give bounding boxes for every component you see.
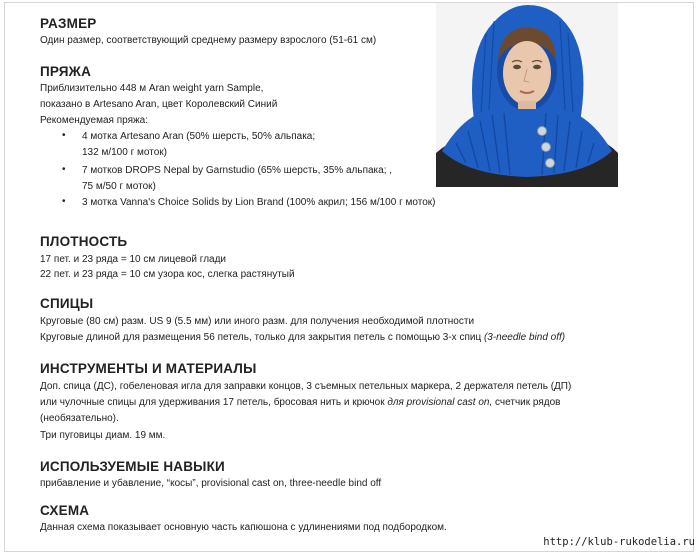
tools-line-2-end: счетчик рядов [495,397,561,408]
bullet-icon: • [62,196,66,207]
bullet-icon: • [62,164,66,175]
needles-line-2-italic: (3-needle bind off) [483,332,566,343]
yarn-heading: ПРЯЖА [40,64,92,79]
face-shape [503,41,551,105]
tools-line-2 [40,396,560,409]
button-icon [546,159,555,168]
tools-line-3: (необязательно). [40,413,119,424]
yarn-item-1-line-2: 132 м/100 г моток) [82,147,167,158]
yarn-line-3: Рекомендуемая пряжа: [40,115,149,126]
gauge-heading: ПЛОТНОСТЬ [40,234,128,249]
tools-line-2-italic: для provisional cast on, [387,397,493,408]
product-photo [436,3,618,187]
needles-line-1: Круговые (80 см) разм. US 9 (5.5 мм) или иного разм. для получения необходимой плотности [40,316,475,327]
yarn-line-1: Приблизительно 448 м Aran weight yarn Sample, [40,83,264,94]
hood-illustration [436,3,618,187]
tools-line-2-main: или чулочные спицы для удерживания 17 петель, бросовая нить и крючок [40,397,385,408]
site-watermark: http://klub-rukodelia.ru [543,536,695,548]
button-icon [538,127,547,136]
yarn-item-2-line-1: 7 мотков DROPS Nepal by Garnstudio (65% шерсть, 35% альпака; , [82,165,393,176]
bullet-icon: • [62,130,66,141]
yarn-item-2-line-2: 75 м/50 г моток) [82,181,156,192]
scheme-text: Данная схема показывает основную часть капюшона с удлинениями под подбородком. [40,522,447,533]
needles-line-2 [40,331,565,344]
yarn-item-3-line-1: 3 мотка Vanna's Choice Solids by Lion Brand (100% акрил; 156 м/100 г моток) [82,197,436,208]
size-heading: РАЗМЕР [40,16,97,31]
button-icon [542,143,551,152]
skills-heading: ИСПОЛЬЗУЕМЫЕ НАВЫКИ [40,459,225,474]
skills-text: прибавление и убавление, “косы”, provisional cast on, three-needle bind off [40,478,382,489]
gauge-line-2: 22 пет. и 23 ряда = 10 см узора кос, слегка растянутый [40,269,295,280]
tools-heading: ИНСТРУМЕНТЫ И МАТЕРИАЛЫ [40,361,257,376]
size-text: Один размер, соответствующий среднему размеру взрослого (51-61 см) [40,35,377,46]
tools-line-4: Три пуговицы диам. 19 мм. [40,430,166,441]
scheme-heading: СХЕМА [40,503,90,518]
needles-line-2-main: Круговые длиной для размещения 56 петель, только для закрытия петель с помощью 3-х спиц [40,332,482,343]
gauge-line-1: 17 пет. и 23 ряда = 10 см лицевой глади [40,254,227,265]
tools-line-1: Доп. спица (ДС), гобеленовая игла для заправки концов, 3 съемных петельных маркера, 2 держателя петель (ДП) [40,381,572,392]
yarn-line-2: показано в Artesano Aran, цвет Королевский Синий [40,99,278,110]
needles-heading: СПИЦЫ [40,296,94,311]
yarn-item-1-line-1: 4 мотка Artesano Aran (50% шерсть, 50% альпака; [82,131,316,142]
